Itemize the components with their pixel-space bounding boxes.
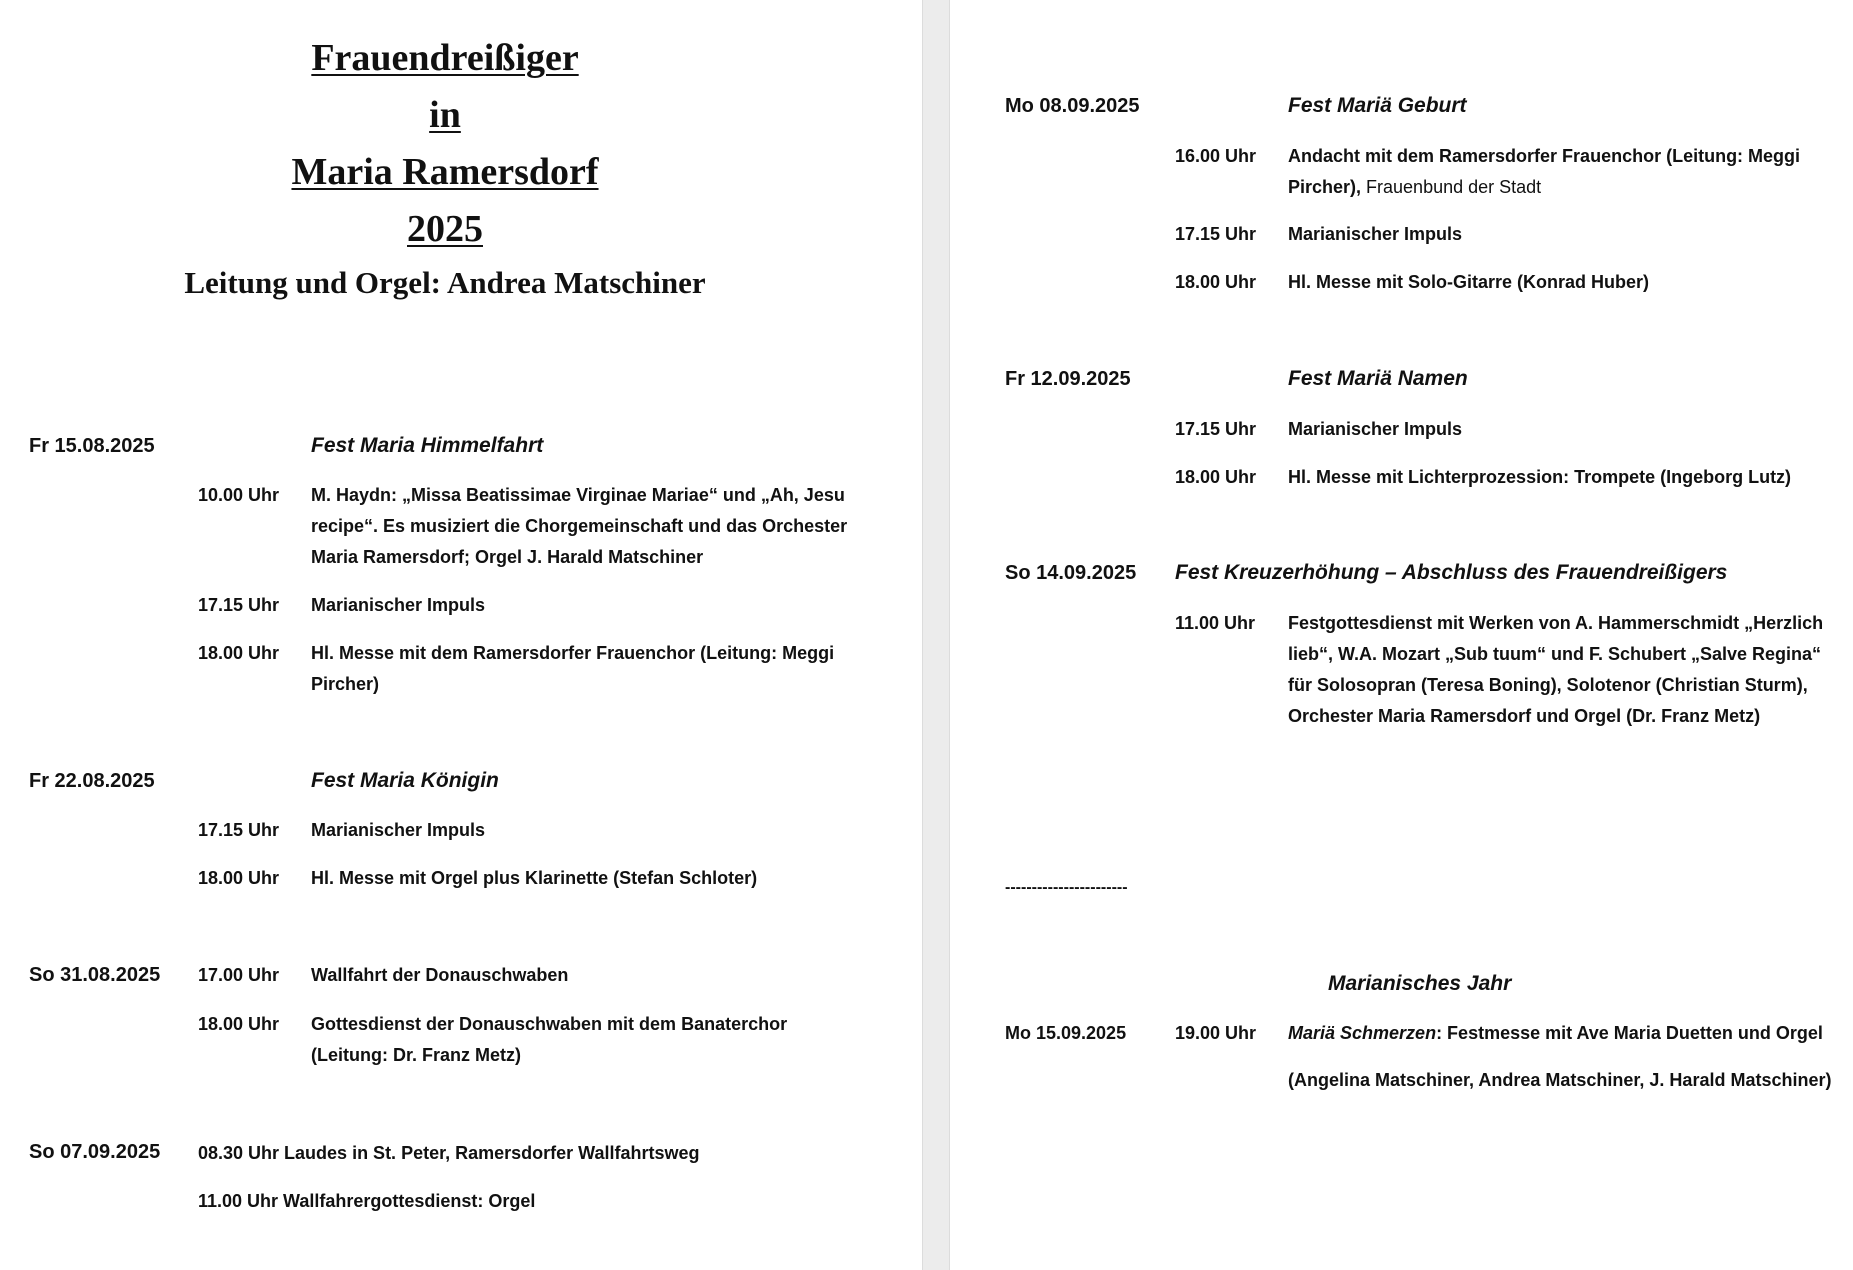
event-feast-title: Fest Maria Königin [311, 769, 499, 792]
event-description: Marianischer Impuls [1288, 419, 1463, 439]
event-description: Wallfahrt der Donauschwaben [311, 965, 569, 985]
event-time: 18.00 Uhr [1175, 272, 1257, 292]
event-date: Fr 12.09.2025 [1005, 368, 1131, 390]
event-date: Mo 15.09.2025 [1005, 1023, 1127, 1043]
event-description: Hl. Messe mit Solo-Gitarre (Konrad Huber) [1288, 272, 1650, 292]
event-date: Mo 08.09.2025 [1005, 95, 1140, 117]
event-date: So 14.09.2025 [1005, 562, 1137, 584]
event-time: 18.00 Uhr [198, 868, 280, 888]
event-time: 19.00 Uhr [1175, 1023, 1257, 1043]
title-line-3: Maria Ramersdorf [291, 151, 599, 193]
event-time: 18.00 Uhr [1175, 467, 1257, 487]
event-description-bold: Andacht mit dem Ramersdorfer Frauenchor (Leitung: Meggi Pircher), [1288, 146, 1801, 197]
event-description: 11.00 Uhr Wallfahrergottesdienst: Orgel [198, 1191, 536, 1211]
event-description-text: : Festmesse mit Ave Maria Duetten und Orgel (Angelina Matschiner, Andrea Matschiner, J. Harald Matschiner) [1288, 1023, 1832, 1090]
event-description: Marianischer Impuls [1288, 224, 1463, 244]
event-time: 17.15 Uhr [198, 595, 280, 615]
section-heading: Marianisches Jahr [1328, 972, 1512, 995]
event-time: 17.15 Uhr [1175, 224, 1257, 244]
event-description: 08.30 Uhr Laudes in St. Peter, Ramersdorfer Wallfahrtsweg [198, 1143, 700, 1163]
event-description: Festgottesdienst mit Werken von A. Hammerschmidt „Herzlich lieb“, W.A. Mozart „Sub tuum“ und F. Schubert „Salve Regina“ für Solosopran (Teresa Boning), Solotenor (Christian Sturm), Orchester Maria Ramersdorf und Orgel (Dr. Franz Metz) [1288, 613, 1824, 726]
left-page [0, 0, 922, 1270]
event-description: M. Haydn: „Missa Beatissimae Virginae Mariae“ und „Ah, Jesu recipe“. Es musiziert die Chorgemeinschaft und das Orchester Maria Ramersdorf; Orgel J. Harald Matschiner [311, 485, 848, 567]
event-date: Fr 22.08.2025 [29, 770, 155, 792]
event-description: Hl. Messe mit Orgel plus Klarinette (Stefan Schloter) [311, 868, 758, 888]
event-description: Marianischer Impuls [311, 595, 486, 615]
title-line-4: 2025 [407, 208, 483, 250]
event-feast-title: Fest Mariä Geburt [1288, 94, 1467, 117]
event-description [1288, 141, 1828, 203]
event-date: So 31.08.2025 [29, 964, 161, 986]
event-feast-title: Fest Mariä Namen [1288, 367, 1468, 390]
event-time: 11.00 Uhr [1175, 613, 1256, 633]
event-time: 17.15 Uhr [1175, 419, 1257, 439]
event-description: Marianischer Impuls [311, 820, 486, 840]
event-feast-title: Fest Maria Himmelfahrt [311, 434, 544, 457]
event-date: So 07.09.2025 [29, 1141, 161, 1163]
title-line-1: Frauendreißiger [311, 37, 579, 79]
event-description: Gottesdienst der Donauschwaben mit dem Banaterchor (Leitung: Dr. Franz Metz) [311, 1014, 788, 1065]
event-time: 18.00 Uhr [198, 643, 280, 663]
event-time: 17.15 Uhr [198, 820, 280, 840]
title-line-2: in [429, 94, 461, 136]
event-description: Hl. Messe mit Lichterprozession: Trompete (Ingeborg Lutz) [1288, 467, 1792, 487]
page-gutter [922, 0, 950, 1270]
event-date: Fr 15.08.2025 [29, 435, 155, 457]
event-time: 16.00 Uhr [1175, 146, 1257, 166]
event-time: 10.00 Uhr [198, 485, 280, 505]
event-time: 18.00 Uhr [198, 1014, 280, 1034]
event-time: 17.00 Uhr [198, 965, 280, 985]
event-description: Hl. Messe mit dem Ramersdorfer Frauenchor (Leitung: Meggi Pircher) [311, 643, 835, 694]
separator-line: ----------------------- [1005, 879, 1128, 896]
page-subtitle: Leitung und Orgel: Andrea Matschiner [184, 265, 706, 300]
event-description-normal: Frauenbund der Stadt [1361, 177, 1542, 197]
event-feast-title: Fest Kreuzerhöhung – Abschluss des Frauendreißigers [1175, 561, 1728, 584]
right-page [950, 0, 1853, 1270]
event-description [1288, 1010, 1833, 1104]
event-feast-inline: Mariä Schmerzen [1288, 1023, 1437, 1043]
